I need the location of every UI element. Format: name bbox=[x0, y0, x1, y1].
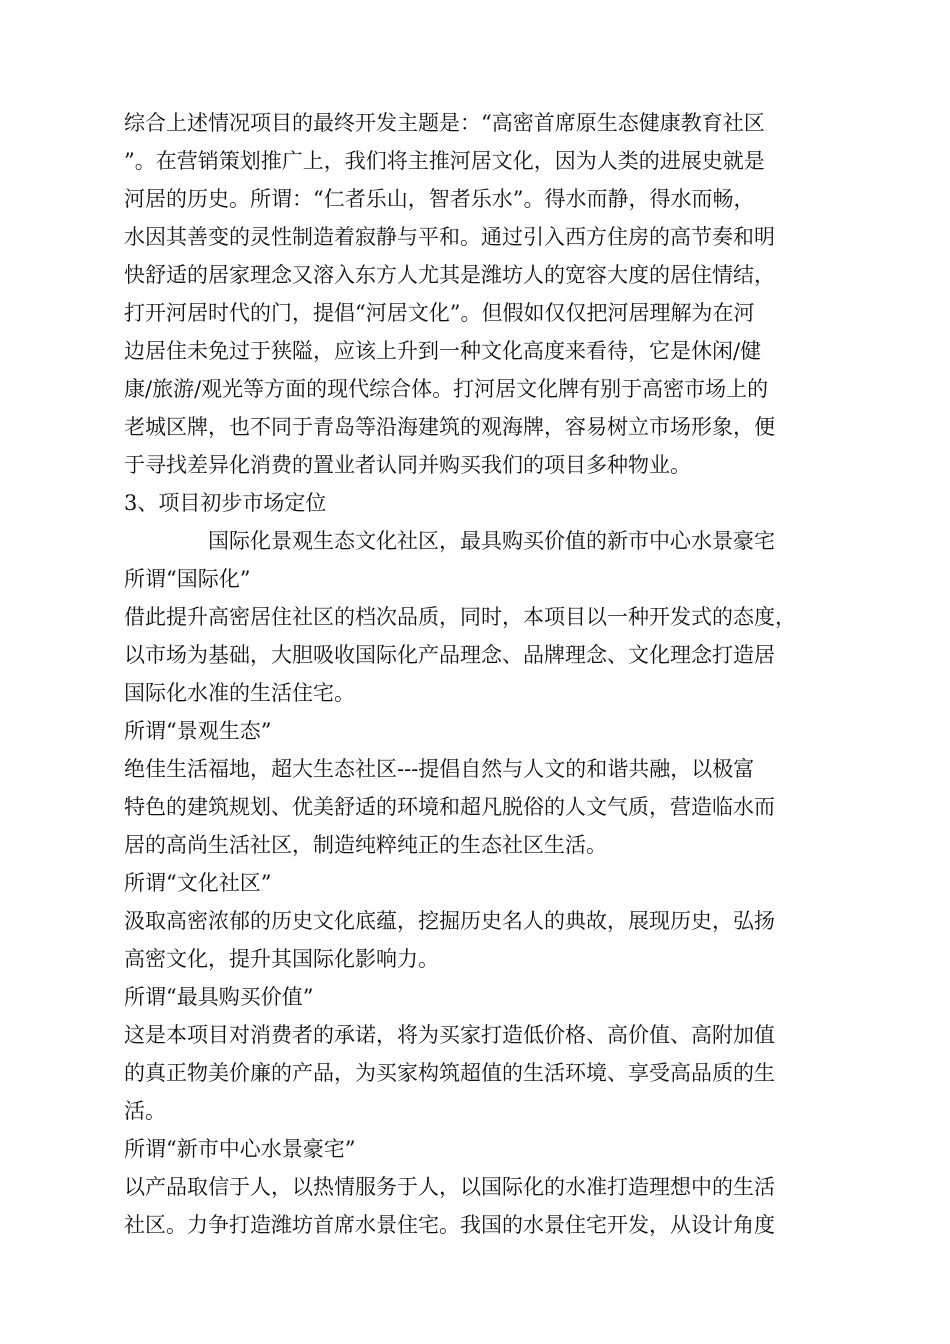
paragraph-line: 康/旅游/观光等方面的现代综合体。打河居文化牌有别于高密市场上的 bbox=[124, 377, 769, 401]
paragraph-line: 绝佳生活福地，超大生态社区---提倡自然与人文的和谐共融，以极富 bbox=[124, 757, 755, 781]
paragraph-line: 这是本项目对消费者的承诺，将为买家打造低价格、高价值、高附加值 bbox=[124, 1023, 775, 1047]
paragraph-line: 综合上述情况项目的最终开发主题是：“高密首席原生态健康教育社区 bbox=[124, 111, 765, 135]
subheading-value: 所谓“最具购买价值” bbox=[124, 985, 314, 1009]
paragraph-line: 水因其善变的灵性制造着寂静与平和。通过引入西方住房的高节奏和明 bbox=[124, 225, 775, 249]
paragraph-line: 国际化水准的生活住宅。 bbox=[124, 681, 355, 705]
paragraph-line: 的真正物美价廉的产品，为买家构筑超值的生活环境、享受高品质的生 bbox=[124, 1061, 775, 1085]
paragraph-line: 活。 bbox=[124, 1099, 166, 1123]
paragraph-line: 以产品取信于人，以热情服务于人，以国际化的水准打造理想中的生活 bbox=[124, 1175, 775, 1199]
paragraph-line: 借此提升高密居住社区的档次品质，同时，本项目以一种开发式的态度， bbox=[124, 605, 796, 629]
positioning-statement: 国际化景观生态文化社区，最具购买价值的新市中心水景豪宅 bbox=[208, 529, 775, 553]
subheading-international: 所谓“国际化” bbox=[124, 567, 251, 591]
landscape-paragraph bbox=[124, 750, 824, 864]
paragraph-line: 以市场为基础，大胆吸收国际化产品理念、品牌理念、文化理念打造居 bbox=[124, 643, 775, 667]
subheading-waterfront: 所谓“新市中心水景豪宅” bbox=[124, 1137, 356, 1161]
intro-paragraph bbox=[124, 104, 824, 484]
culture-paragraph bbox=[124, 902, 824, 978]
subheading-culture: 所谓“文化社区” bbox=[124, 871, 272, 895]
paragraph-line: 边居住未免过于狭隘，应该上升到一种文化高度来看待，它是休闲/健 bbox=[124, 339, 762, 363]
paragraph-line: 快舒适的居家理念又溶入东方人尤其是潍坊人的宽容大度的居住情结， bbox=[124, 263, 775, 287]
international-paragraph bbox=[124, 598, 824, 712]
paragraph-line: 打开河居时代的门，提倡“河居文化”。但假如仅仅把河居理解为在河 bbox=[124, 301, 755, 325]
paragraph-line: 特色的建筑规划、优美舒适的环境和超凡脱俗的人文气质，营造临水而 bbox=[124, 795, 775, 819]
paragraph-line: 高密文化，提升其国际化影响力。 bbox=[124, 947, 439, 971]
subheading-landscape: 所谓“景观生态” bbox=[124, 719, 272, 743]
paragraph-line: ”。在营销策划推广上，我们将主推河居文化，因为人类的进展史就是 bbox=[124, 149, 765, 173]
paragraph-line: 于寻找差异化消费的置业者认同并购买我们的项目多种物业。 bbox=[124, 453, 691, 477]
section-heading: 3、项目初步市场定位 bbox=[124, 491, 327, 515]
document-body bbox=[124, 104, 824, 1244]
paragraph-line: 老城区牌，也不同于青岛等沿海建筑的观海牌，容易树立市场形象，便 bbox=[124, 415, 775, 439]
paragraph-line: 居的高尚生活社区，制造纯粹纯正的生态社区生活。 bbox=[124, 833, 607, 857]
paragraph-line: 汲取高密浓郁的历史文化底蕴，挖掘历史名人的典故，展现历史，弘扬 bbox=[124, 909, 775, 933]
paragraph-line: 社区。力争打造潍坊首席水景住宅。我国的水景住宅开发，从设计角度 bbox=[124, 1213, 775, 1237]
value-paragraph bbox=[124, 1016, 824, 1130]
paragraph-line: 河居的历史。所谓：“仁者乐山，智者乐水”。得水而静，得水而畅， bbox=[124, 187, 755, 211]
waterfront-paragraph bbox=[124, 1168, 824, 1244]
